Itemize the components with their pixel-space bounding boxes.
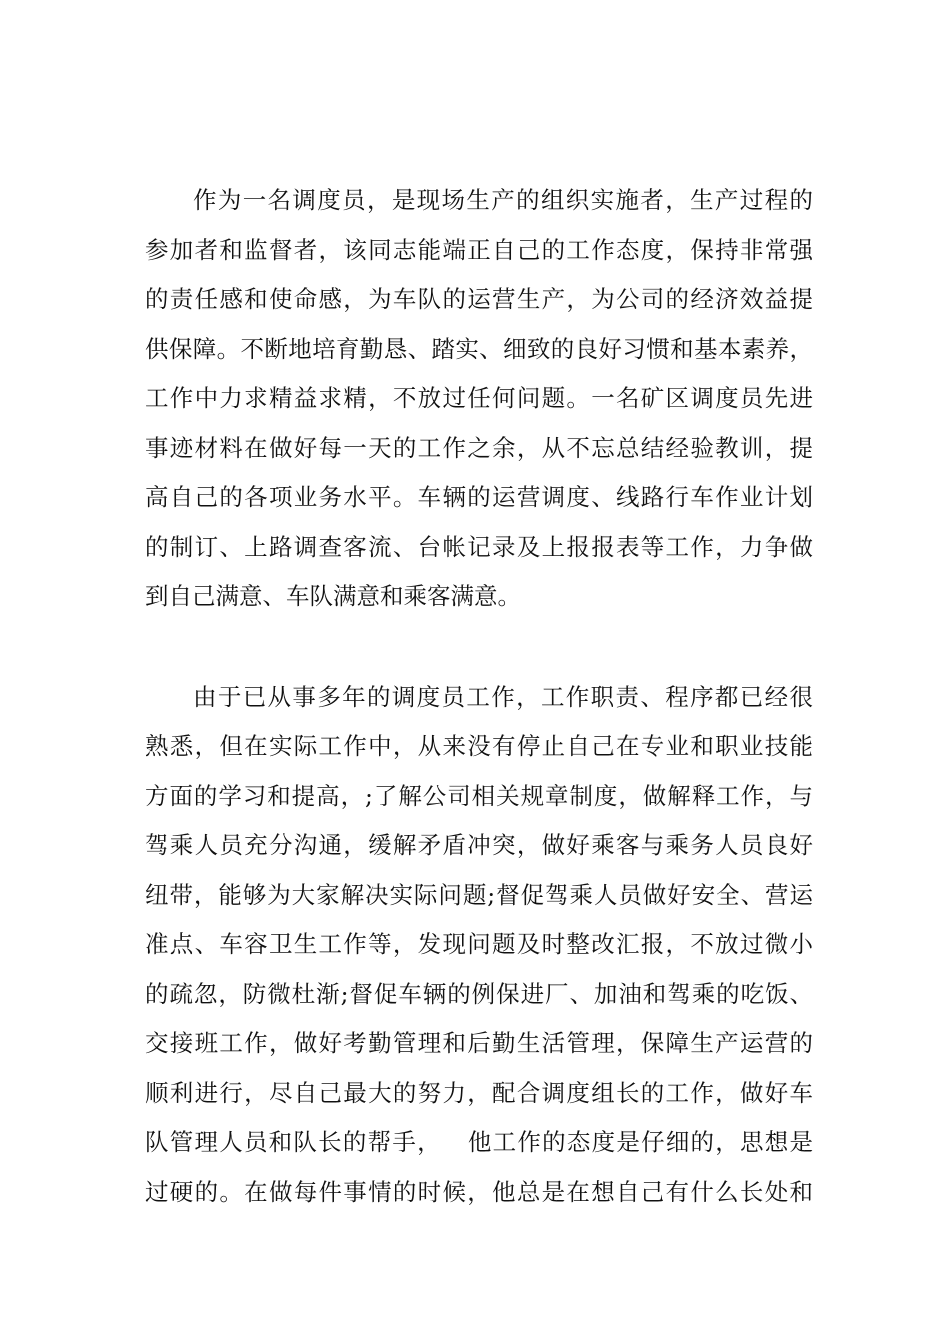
paragraph-1-line-2: 参加者和监督者，该同志能端正自己的工作态度，保持非常强 bbox=[145, 236, 813, 264]
paragraph-1-line-1: 作为一名调度员，是现场生产的组织实施者，生产过程的 bbox=[193, 186, 813, 214]
paragraph-2-line-2: 熟悉，但在实际工作中，从来没有停止自己在专业和职业技能 bbox=[145, 732, 813, 760]
paragraph-1-line-3: 的责任感和使命感，为车队的运营生产，为公司的经济效益提 bbox=[145, 285, 813, 313]
paragraph-2-line-10: 队管理人员和队长的帮手， 他工作的态度是仔细的，思想是 bbox=[145, 1128, 813, 1156]
paragraph-2-line-4: 驾乘人员充分沟通，缓解矛盾冲突，做好乘客与乘务人员良好 bbox=[145, 831, 813, 859]
paragraph-1-line-5: 工作中力求精益求精，不放过任何问题。一名矿区调度员先进 bbox=[145, 384, 813, 412]
paragraph-1-line-6: 事迹材料在做好每一天的工作之余，从不忘总结经验教训，提 bbox=[145, 434, 813, 462]
paragraph-2-line-11: 过硬的。在做每件事情的时候，他总是在想自己有什么长处和 bbox=[145, 1178, 813, 1206]
paragraph-2-line-5: 纽带，能够为大家解决实际问题;督促驾乘人员做好安全、营运 bbox=[145, 881, 813, 909]
paragraph-2-line-3: 方面的学习和提高，;了解公司相关规章制度，做解释工作，与 bbox=[145, 782, 813, 810]
paragraph-2-line-6: 准点、车容卫生工作等，发现问题及时整改汇报，不放过微小 bbox=[145, 930, 813, 958]
paragraph-1-line-7: 高自己的各项业务水平。车辆的运营调度、线路行车作业计划 bbox=[145, 483, 813, 511]
paragraph-2-line-7: 的疏忽，防微杜渐;督促车辆的例保进厂、加油和驾乘的吃饭、 bbox=[145, 980, 813, 1008]
paragraph-2-line-1: 由于已从事多年的调度员工作，工作职责、程序都已经很 bbox=[193, 683, 813, 711]
paragraph-2-line-9: 顺利进行，尽自己最大的努力，配合调度组长的工作，做好车 bbox=[145, 1079, 813, 1107]
paragraph-1-line-4: 供保障。不断地培育勤恳、踏实、细致的良好习惯和基本素养， bbox=[145, 335, 813, 363]
paragraph-1-line-9: 到自己满意、车队满意和乘客满意。 bbox=[145, 582, 521, 610]
paragraph-1-line-8: 的制订、上路调查客流、台帐记录及上报报表等工作，力争做 bbox=[145, 533, 813, 561]
paragraph-2-line-8: 交接班工作，做好考勤管理和后勤生活管理，保障生产运营的 bbox=[145, 1029, 813, 1057]
